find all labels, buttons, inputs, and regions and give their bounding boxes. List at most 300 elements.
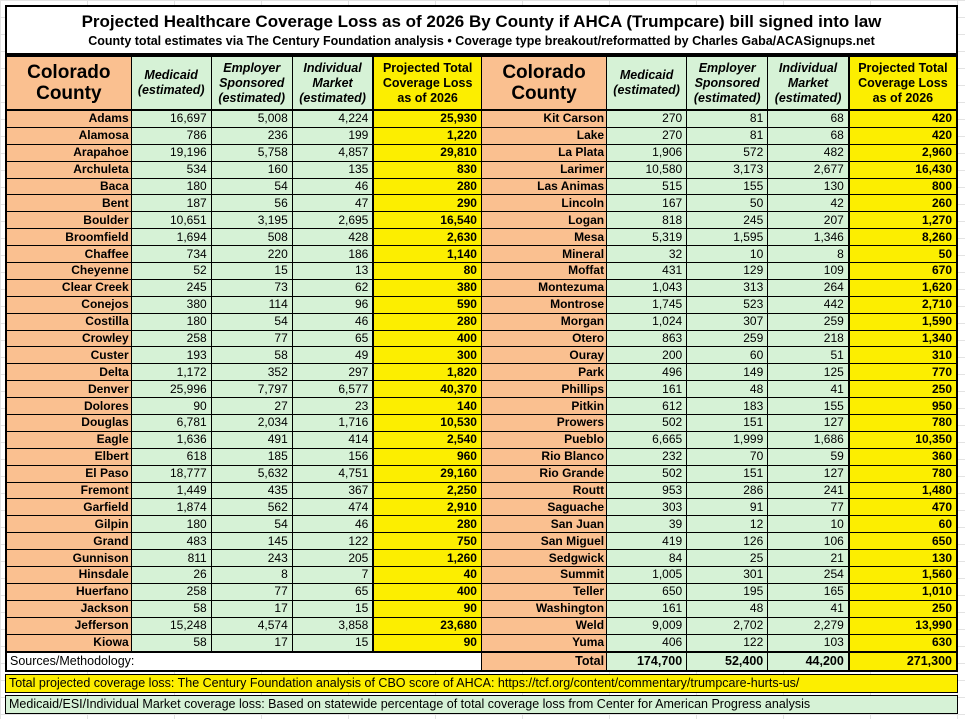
county-cell: Dolores xyxy=(6,398,131,415)
spreadsheet-sheet xyxy=(5,5,958,714)
individual-market-cell: 46 xyxy=(292,516,373,533)
employer-sponsored-cell: 2,702 xyxy=(687,617,768,634)
county-cell: Teller xyxy=(481,583,606,600)
table-row xyxy=(6,263,957,280)
county-cell: Elbert xyxy=(6,448,131,465)
employer-sponsored-cell: 4,574 xyxy=(211,617,292,634)
projected-total-cell: 1,340 xyxy=(849,330,957,347)
table-row xyxy=(6,448,957,465)
table-row xyxy=(6,195,957,212)
employer-sponsored-cell: 12 xyxy=(687,516,768,533)
individual-market-cell: 109 xyxy=(768,263,849,280)
projected-total-cell: 950 xyxy=(849,398,957,415)
table-row xyxy=(6,161,957,178)
projected-total-cell: 770 xyxy=(849,364,957,381)
projected-total-cell: 1,220 xyxy=(373,127,481,144)
medicaid-cell: 161 xyxy=(607,600,687,617)
individual-market-cell: 241 xyxy=(768,482,849,499)
projected-total-cell: 140 xyxy=(373,398,481,415)
medicaid-cell: 161 xyxy=(607,381,687,398)
individual-market-cell: 15 xyxy=(292,634,373,651)
individual-market-cell: 2,695 xyxy=(292,212,373,229)
medicaid-cell: 1,449 xyxy=(131,482,211,499)
employer-sponsored-cell: 54 xyxy=(211,516,292,533)
individual-market-cell: 62 xyxy=(292,279,373,296)
header-employer-left: Employer Sponsored (estimated) xyxy=(211,56,292,110)
projected-total-cell: 310 xyxy=(849,347,957,364)
county-cell: Bent xyxy=(6,195,131,212)
individual-market-cell: 205 xyxy=(292,550,373,567)
total-methodology-note: Total projected coverage loss: The Century Foundation analysis of CBO score of AHCA: https://tcf.org/content/commentary/trumpcare-hurts-us/ xyxy=(5,674,958,693)
county-cell: Arapahoe xyxy=(6,144,131,161)
individual-market-cell: 127 xyxy=(768,415,849,432)
projected-total-cell: 250 xyxy=(849,600,957,617)
county-cell: Weld xyxy=(481,617,606,634)
county-cell: Denver xyxy=(6,381,131,398)
county-cell: Crowley xyxy=(6,330,131,347)
county-cell: Chaffee xyxy=(6,246,131,263)
employer-sponsored-cell: 151 xyxy=(687,465,768,482)
projected-total-cell: 280 xyxy=(373,516,481,533)
projected-total-cell: 2,910 xyxy=(373,499,481,516)
medicaid-cell: 58 xyxy=(131,600,211,617)
county-cell: Otero xyxy=(481,330,606,347)
individual-market-cell: 2,279 xyxy=(768,617,849,634)
county-cell: Adams xyxy=(6,110,131,127)
header-total-left: Projected Total Coverage Loss as of 2026 xyxy=(373,56,481,110)
county-cell: Pitkin xyxy=(481,398,606,415)
county-cell: Rio Grande xyxy=(481,465,606,482)
employer-sponsored-cell: 435 xyxy=(211,482,292,499)
medicaid-cell: 10,651 xyxy=(131,212,211,229)
individual-market-cell: 442 xyxy=(768,296,849,313)
medicaid-cell: 496 xyxy=(607,364,687,381)
county-cell: Prowers xyxy=(481,415,606,432)
county-cell: Hinsdale xyxy=(6,567,131,584)
county-cell: Douglas xyxy=(6,415,131,432)
employer-sponsored-cell: 236 xyxy=(211,127,292,144)
individual-market-cell: 156 xyxy=(292,448,373,465)
employer-sponsored-cell: 155 xyxy=(687,178,768,195)
header-county-right: Colorado County xyxy=(481,56,606,110)
projected-total-cell: 470 xyxy=(849,499,957,516)
employer-sponsored-cell: 126 xyxy=(687,533,768,550)
projected-total-cell: 1,140 xyxy=(373,246,481,263)
projected-total-cell: 10,350 xyxy=(849,431,957,448)
employer-sponsored-cell: 508 xyxy=(211,229,292,246)
individual-market-cell: 51 xyxy=(768,347,849,364)
county-cell: Park xyxy=(481,364,606,381)
employer-sponsored-cell: 245 xyxy=(687,212,768,229)
county-cell: Yuma xyxy=(481,634,606,651)
employer-sponsored-cell: 313 xyxy=(687,279,768,296)
individual-market-cell: 7 xyxy=(292,567,373,584)
medicaid-cell: 270 xyxy=(607,127,687,144)
employer-sponsored-cell: 160 xyxy=(211,161,292,178)
projected-total-cell: 800 xyxy=(849,178,957,195)
individual-market-cell: 135 xyxy=(292,161,373,178)
projected-total-cell: 29,810 xyxy=(373,144,481,161)
breakout-methodology-note: Medicaid/ESI/Individual Market coverage loss: Based on statewide percentage of total coverage loss from Center for American Progress analysis xyxy=(5,695,958,714)
medicaid-cell: 180 xyxy=(131,313,211,330)
total-label-cell: Total xyxy=(481,652,606,671)
individual-market-cell: 2,677 xyxy=(768,161,849,178)
employer-sponsored-cell: 122 xyxy=(687,634,768,651)
projected-total-cell: 29,160 xyxy=(373,465,481,482)
county-cell: Eagle xyxy=(6,431,131,448)
medicaid-cell: 303 xyxy=(607,499,687,516)
medicaid-cell: 19,196 xyxy=(131,144,211,161)
county-cell: Rio Blanco xyxy=(481,448,606,465)
employer-sponsored-cell: 352 xyxy=(211,364,292,381)
title-block xyxy=(5,5,958,55)
individual-market-cell: 155 xyxy=(768,398,849,415)
county-cell: Fremont xyxy=(6,482,131,499)
table-row xyxy=(6,617,957,634)
county-cell: Mineral xyxy=(481,246,606,263)
individual-market-cell: 77 xyxy=(768,499,849,516)
projected-total-cell: 90 xyxy=(373,634,481,651)
individual-market-cell: 68 xyxy=(768,110,849,127)
projected-total-cell: 260 xyxy=(849,195,957,212)
projected-total-cell: 23,680 xyxy=(373,617,481,634)
county-cell: Morgan xyxy=(481,313,606,330)
county-cell: Mesa xyxy=(481,229,606,246)
projected-total-cell: 400 xyxy=(373,330,481,347)
table-row xyxy=(6,482,957,499)
county-cell: Montrose xyxy=(481,296,606,313)
table-row xyxy=(6,364,957,381)
table-row xyxy=(6,212,957,229)
projected-total-cell: 250 xyxy=(849,381,957,398)
county-cell: Gunnison xyxy=(6,550,131,567)
projected-total-cell: 780 xyxy=(849,415,957,432)
header-employer-right: Employer Sponsored (estimated) xyxy=(687,56,768,110)
individual-market-cell: 1,346 xyxy=(768,229,849,246)
table-row xyxy=(6,415,957,432)
individual-market-cell: 68 xyxy=(768,127,849,144)
employer-sponsored-cell: 129 xyxy=(687,263,768,280)
total-individual-cell: 44,200 xyxy=(768,652,849,671)
county-cell: Huerfano xyxy=(6,583,131,600)
county-cell: La Plata xyxy=(481,144,606,161)
projected-total-cell: 1,260 xyxy=(373,550,481,567)
employer-sponsored-cell: 77 xyxy=(211,583,292,600)
header-individual-right: Individual Market (estimated) xyxy=(768,56,849,110)
individual-market-cell: 4,224 xyxy=(292,110,373,127)
table-header xyxy=(6,56,957,110)
projected-total-cell: 1,620 xyxy=(849,279,957,296)
county-cell: Delta xyxy=(6,364,131,381)
table-row xyxy=(6,600,957,617)
page-subtitle: County total estimates via The Century Foundation analysis • Coverage type breakout/reformatted by Charles Gaba/ACASignups.net xyxy=(88,34,875,48)
individual-market-cell: 428 xyxy=(292,229,373,246)
projected-total-cell: 360 xyxy=(849,448,957,465)
projected-total-cell: 16,430 xyxy=(849,161,957,178)
county-cell: Lake xyxy=(481,127,606,144)
individual-market-cell: 65 xyxy=(292,583,373,600)
county-cell: Routt xyxy=(481,482,606,499)
table-row xyxy=(6,127,957,144)
projected-total-cell: 780 xyxy=(849,465,957,482)
county-cell: Lincoln xyxy=(481,195,606,212)
county-cell: Boulder xyxy=(6,212,131,229)
employer-sponsored-cell: 15 xyxy=(211,263,292,280)
table-row xyxy=(6,279,957,296)
county-cell: Montezuma xyxy=(481,279,606,296)
table-footer xyxy=(6,652,957,671)
header-row xyxy=(6,56,957,110)
projected-total-cell: 40 xyxy=(373,567,481,584)
medicaid-cell: 1,745 xyxy=(607,296,687,313)
medicaid-cell: 6,781 xyxy=(131,415,211,432)
employer-sponsored-cell: 5,008 xyxy=(211,110,292,127)
individual-market-cell: 13 xyxy=(292,263,373,280)
projected-total-cell: 1,010 xyxy=(849,583,957,600)
projected-total-cell: 670 xyxy=(849,263,957,280)
projected-total-cell: 1,480 xyxy=(849,482,957,499)
medicaid-cell: 1,636 xyxy=(131,431,211,448)
table-row xyxy=(6,533,957,550)
medicaid-cell: 406 xyxy=(607,634,687,651)
medicaid-cell: 90 xyxy=(131,398,211,415)
table-row xyxy=(6,330,957,347)
table-row xyxy=(6,313,957,330)
employer-sponsored-cell: 151 xyxy=(687,415,768,432)
medicaid-cell: 1,874 xyxy=(131,499,211,516)
individual-market-cell: 218 xyxy=(768,330,849,347)
medicaid-cell: 270 xyxy=(607,110,687,127)
table-row xyxy=(6,110,957,127)
header-county-left: Colorado County xyxy=(6,56,131,110)
county-cell: Jackson xyxy=(6,600,131,617)
table-row xyxy=(6,583,957,600)
individual-market-cell: 474 xyxy=(292,499,373,516)
projected-total-cell: 280 xyxy=(373,178,481,195)
table-row xyxy=(6,567,957,584)
projected-total-cell: 590 xyxy=(373,296,481,313)
projected-total-cell: 420 xyxy=(849,127,957,144)
employer-sponsored-cell: 7,797 xyxy=(211,381,292,398)
individual-market-cell: 414 xyxy=(292,431,373,448)
medicaid-cell: 419 xyxy=(607,533,687,550)
employer-sponsored-cell: 149 xyxy=(687,364,768,381)
employer-sponsored-cell: 145 xyxy=(211,533,292,550)
medicaid-cell: 52 xyxy=(131,263,211,280)
employer-sponsored-cell: 81 xyxy=(687,127,768,144)
county-cell: Summit xyxy=(481,567,606,584)
individual-market-cell: 186 xyxy=(292,246,373,263)
county-cell: Jefferson xyxy=(6,617,131,634)
employer-sponsored-cell: 3,195 xyxy=(211,212,292,229)
table-row xyxy=(6,246,957,263)
projected-total-cell: 2,960 xyxy=(849,144,957,161)
header-medicaid-left: Medicaid (estimated) xyxy=(131,56,211,110)
table-row xyxy=(6,634,957,651)
projected-total-cell: 90 xyxy=(373,600,481,617)
medicaid-cell: 502 xyxy=(607,465,687,482)
medicaid-cell: 1,694 xyxy=(131,229,211,246)
projected-total-cell: 60 xyxy=(849,516,957,533)
employer-sponsored-cell: 60 xyxy=(687,347,768,364)
individual-market-cell: 482 xyxy=(768,144,849,161)
projected-total-cell: 130 xyxy=(849,550,957,567)
projected-total-cell: 2,540 xyxy=(373,431,481,448)
county-cell: Garfield xyxy=(6,499,131,516)
medicaid-cell: 258 xyxy=(131,330,211,347)
total-medicaid-cell: 174,700 xyxy=(607,652,687,671)
county-cell: Sedgwick xyxy=(481,550,606,567)
table-row xyxy=(6,499,957,516)
county-cell: Baca xyxy=(6,178,131,195)
individual-market-cell: 125 xyxy=(768,364,849,381)
individual-market-cell: 259 xyxy=(768,313,849,330)
medicaid-cell: 25,996 xyxy=(131,381,211,398)
projected-total-cell: 960 xyxy=(373,448,481,465)
employer-sponsored-cell: 3,173 xyxy=(687,161,768,178)
medicaid-cell: 502 xyxy=(607,415,687,432)
county-cell: Grand xyxy=(6,533,131,550)
employer-sponsored-cell: 195 xyxy=(687,583,768,600)
medicaid-cell: 953 xyxy=(607,482,687,499)
medicaid-cell: 187 xyxy=(131,195,211,212)
individual-market-cell: 4,857 xyxy=(292,144,373,161)
projected-total-cell: 80 xyxy=(373,263,481,280)
table-row xyxy=(6,398,957,415)
individual-market-cell: 6,577 xyxy=(292,381,373,398)
individual-market-cell: 106 xyxy=(768,533,849,550)
medicaid-cell: 58 xyxy=(131,634,211,651)
individual-market-cell: 15 xyxy=(292,600,373,617)
medicaid-cell: 167 xyxy=(607,195,687,212)
individual-market-cell: 65 xyxy=(292,330,373,347)
total-employer-cell: 52,400 xyxy=(687,652,768,671)
medicaid-cell: 245 xyxy=(131,279,211,296)
individual-market-cell: 127 xyxy=(768,465,849,482)
projected-total-cell: 2,630 xyxy=(373,229,481,246)
employer-sponsored-cell: 8 xyxy=(211,567,292,584)
projected-total-cell: 1,590 xyxy=(849,313,957,330)
medicaid-cell: 15,248 xyxy=(131,617,211,634)
sources-label: Sources/Methodology: xyxy=(6,652,481,671)
employer-sponsored-cell: 5,758 xyxy=(211,144,292,161)
individual-market-cell: 41 xyxy=(768,600,849,617)
medicaid-cell: 16,697 xyxy=(131,110,211,127)
employer-sponsored-cell: 2,034 xyxy=(211,415,292,432)
county-cell: Cheyenne xyxy=(6,263,131,280)
county-cell: Moffat xyxy=(481,263,606,280)
table-row xyxy=(6,550,957,567)
county-cell: Archuleta xyxy=(6,161,131,178)
medicaid-cell: 5,319 xyxy=(607,229,687,246)
medicaid-cell: 483 xyxy=(131,533,211,550)
table-row xyxy=(6,144,957,161)
table-row xyxy=(6,465,957,482)
employer-sponsored-cell: 562 xyxy=(211,499,292,516)
employer-sponsored-cell: 491 xyxy=(211,431,292,448)
projected-total-cell: 40,370 xyxy=(373,381,481,398)
employer-sponsored-cell: 56 xyxy=(211,195,292,212)
county-cell: Pueblo xyxy=(481,431,606,448)
employer-sponsored-cell: 17 xyxy=(211,600,292,617)
projected-total-cell: 380 xyxy=(373,279,481,296)
employer-sponsored-cell: 286 xyxy=(687,482,768,499)
medicaid-cell: 32 xyxy=(607,246,687,263)
individual-market-cell: 254 xyxy=(768,567,849,584)
county-cell: Saguache xyxy=(481,499,606,516)
individual-market-cell: 59 xyxy=(768,448,849,465)
individual-market-cell: 4,751 xyxy=(292,465,373,482)
individual-market-cell: 1,716 xyxy=(292,415,373,432)
projected-total-cell: 13,990 xyxy=(849,617,957,634)
county-cell: Clear Creek xyxy=(6,279,131,296)
projected-total-cell: 8,260 xyxy=(849,229,957,246)
employer-sponsored-cell: 70 xyxy=(687,448,768,465)
medicaid-cell: 84 xyxy=(607,550,687,567)
county-cell: Kiowa xyxy=(6,634,131,651)
medicaid-cell: 9,009 xyxy=(607,617,687,634)
county-cell: El Paso xyxy=(6,465,131,482)
projected-total-cell: 650 xyxy=(849,533,957,550)
medicaid-cell: 811 xyxy=(131,550,211,567)
individual-market-cell: 3,858 xyxy=(292,617,373,634)
employer-sponsored-cell: 48 xyxy=(687,381,768,398)
projected-total-cell: 1,270 xyxy=(849,212,957,229)
employer-sponsored-cell: 54 xyxy=(211,178,292,195)
individual-market-cell: 10 xyxy=(768,516,849,533)
table-row xyxy=(6,516,957,533)
table-row xyxy=(6,347,957,364)
employer-sponsored-cell: 17 xyxy=(211,634,292,651)
medicaid-cell: 1,005 xyxy=(607,567,687,584)
medicaid-cell: 1,172 xyxy=(131,364,211,381)
header-individual-left: Individual Market (estimated) xyxy=(292,56,373,110)
medicaid-cell: 10,580 xyxy=(607,161,687,178)
individual-market-cell: 367 xyxy=(292,482,373,499)
table-row xyxy=(6,381,957,398)
medicaid-cell: 786 xyxy=(131,127,211,144)
county-cell: Costilla xyxy=(6,313,131,330)
individual-market-cell: 23 xyxy=(292,398,373,415)
county-cell: Washington xyxy=(481,600,606,617)
employer-sponsored-cell: 27 xyxy=(211,398,292,415)
medicaid-cell: 1,024 xyxy=(607,313,687,330)
individual-market-cell: 96 xyxy=(292,296,373,313)
medicaid-cell: 1,043 xyxy=(607,279,687,296)
medicaid-cell: 734 xyxy=(131,246,211,263)
individual-market-cell: 41 xyxy=(768,381,849,398)
projected-total-cell: 280 xyxy=(373,313,481,330)
individual-market-cell: 199 xyxy=(292,127,373,144)
projected-total-cell: 290 xyxy=(373,195,481,212)
page-title: Projected Healthcare Coverage Loss as of 2026 By County if AHCA (Trumpcare) bill signed into law xyxy=(81,12,882,31)
employer-sponsored-cell: 10 xyxy=(687,246,768,263)
medicaid-cell: 1,906 xyxy=(607,144,687,161)
projected-total-cell: 2,710 xyxy=(849,296,957,313)
county-cell: Ouray xyxy=(481,347,606,364)
employer-sponsored-cell: 50 xyxy=(687,195,768,212)
individual-market-cell: 122 xyxy=(292,533,373,550)
projected-total-cell: 1,820 xyxy=(373,364,481,381)
individual-market-cell: 49 xyxy=(292,347,373,364)
county-cell: Broomfield xyxy=(6,229,131,246)
county-cell: Las Animas xyxy=(481,178,606,195)
medicaid-cell: 618 xyxy=(131,448,211,465)
individual-market-cell: 264 xyxy=(768,279,849,296)
coverage-loss-table xyxy=(5,55,958,672)
projected-total-cell: 400 xyxy=(373,583,481,600)
county-cell: San Miguel xyxy=(481,533,606,550)
